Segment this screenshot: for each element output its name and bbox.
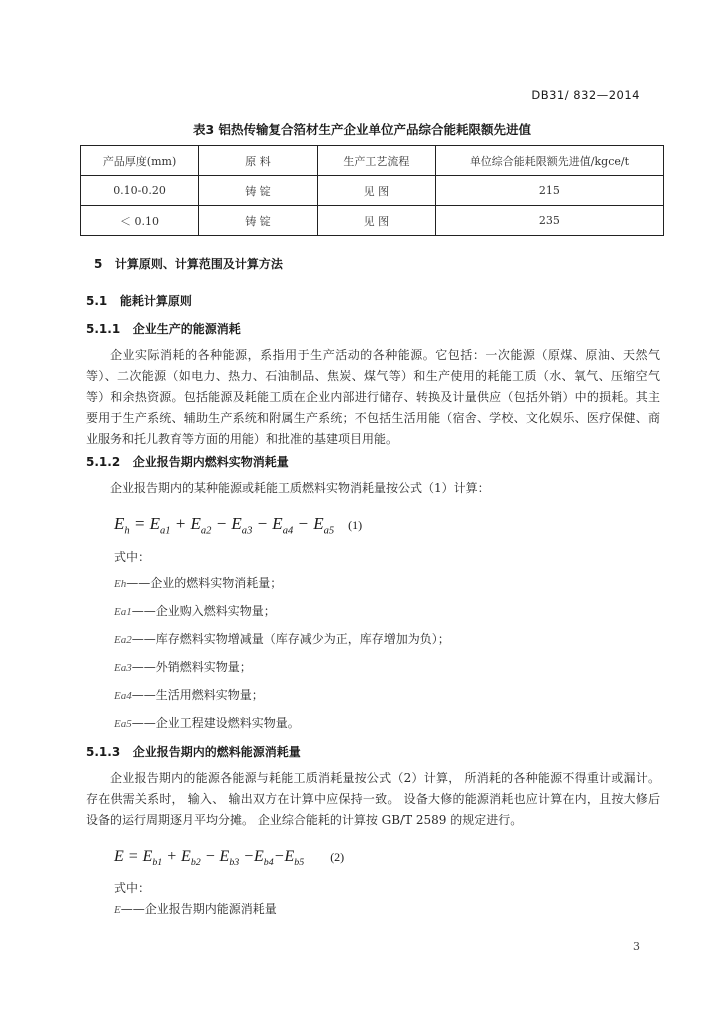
standard-code: DB31/ 832—2014	[531, 88, 640, 102]
table-cell: 铸 锭	[199, 206, 318, 236]
definition-symbol: Eh	[114, 578, 127, 590]
section-title: 企业报告期内燃料实物消耗量	[132, 455, 289, 469]
section-number: 5	[94, 257, 103, 271]
definition-text: ——外销燃料实物量；	[131, 660, 252, 674]
table-header-row	[81, 146, 664, 176]
section-heading-5-1-1	[86, 320, 241, 337]
definition-line	[114, 900, 277, 917]
where-label: 式中：	[114, 881, 151, 895]
formula-2-tag: (2)	[330, 850, 345, 864]
definition-line	[114, 658, 252, 675]
table-cell: 见 图	[317, 176, 435, 206]
definition-symbol: Ea5	[114, 718, 132, 730]
table-cell: 见 图	[317, 206, 435, 236]
definition-text: ——生活用燃料实物量；	[131, 688, 264, 702]
definition-symbol: Ea3	[114, 662, 132, 674]
table-header-cell: 原 料	[199, 146, 318, 176]
section-number: 5.1.3	[86, 745, 121, 759]
table-header-cell: 产品厚度(mm)	[81, 146, 199, 176]
definition-line	[114, 574, 282, 591]
definition-symbol: E	[114, 904, 121, 916]
definition-text: ——企业购入燃料实物量；	[131, 604, 276, 618]
formula-1-tag: (1)	[348, 518, 363, 532]
section-number: 5.1.1	[86, 322, 121, 336]
definition-line	[114, 714, 300, 731]
formula-1: $E_h = E_{a1} + E_{a2} - E_{a3} - E_{a4} - E_{a5}$ (1)	[114, 514, 363, 537]
definition-symbol: Ea4	[114, 690, 132, 702]
table-header-cell: 单位综合能耗限额先进值/kgce/t	[435, 146, 663, 176]
section-number: 5.1.2	[86, 455, 121, 469]
definition-symbol: Ea2	[114, 634, 132, 646]
section-title: 企业生产的能源消耗	[132, 322, 241, 336]
section-heading-5-1-2	[86, 453, 289, 470]
section-heading-5-1-3	[86, 743, 301, 760]
section-heading-5-1	[86, 292, 192, 309]
section-title: 能耗计算原则	[119, 294, 192, 308]
table-header-cell: 生产工艺流程	[317, 146, 435, 176]
section-title: 计算原则、计算范围及计算方法	[114, 257, 283, 271]
definition-text: ——库存燃料实物增减量（库存减少为正，库存增加为负）；	[131, 632, 450, 646]
formula-2: $E = E_{b1} + E_{b2} - E_{b3} -E_{b4}-E_{b5}$ (2)	[114, 848, 345, 869]
table-row	[81, 206, 664, 236]
definition-line	[114, 686, 264, 703]
paragraph-energy-calculation: 企业报告期内的能源各能源与耗能工质消耗量按公式（2）计算， 所消耗的各种能源不得重计或漏计。 存在供需关系时， 输入、 输出双方在计算中应保持一致。 设备大修的能源消耗也应计算在内，且按大修后设备的运行周期逐月平均分摊。 企业综合能耗的计算按 GB/T 2589 的规定进行。	[86, 771, 660, 827]
formula-1-intro: 企业报告期内的某种能源或耗能工质燃料实物消耗量按公式（1）计算：	[110, 481, 490, 495]
table-cell: 0.10-0.20	[81, 176, 199, 206]
definition-line	[114, 630, 450, 647]
definition-symbol: Ea1	[114, 606, 132, 618]
section-heading-5	[94, 255, 283, 272]
paragraph-energy-consumption: 企业实际消耗的各种能源，系指用于生产活动的各种能源。它包括：一次能源（原煤、原油、天然气等）、二次能源（如电力、热力、石油制品、焦炭、煤气等）和生产使用的耗能工质（水、氧气、压缩空气等）和余热资源。包括能源及耗能工质在企业内部进行储存、转换及计量供应（包括外销）中的损耗。其主要用于生产系统、辅助生产系统和附属生产系统；不包括生活用能（宿舍、学校、文化娱乐、医疗保健、商业服务和托儿教育等方面的用能）和批准的基建项目用能。	[86, 348, 660, 446]
definition-line	[114, 602, 276, 619]
table-cell: 235	[435, 206, 663, 236]
table-title: 表3 铝热传输复合箔材生产企业单位产品综合能耗限额先进值	[192, 122, 532, 137]
energy-quota-table	[80, 145, 664, 236]
table-row	[81, 176, 664, 206]
table-cell: 铸 锭	[199, 176, 318, 206]
page-number: 3	[633, 940, 640, 953]
definition-text: ——企业报告期内能源消耗量	[120, 902, 277, 916]
definition-text: ——企业的燃料实物消耗量；	[126, 576, 283, 590]
section-number: 5.1	[86, 294, 108, 308]
table-cell: ＜ 0.10	[81, 206, 199, 236]
where-label: 式中：	[114, 550, 151, 564]
section-title: 企业报告期内的燃料能源消耗量	[132, 745, 301, 759]
table-cell: 215	[435, 176, 663, 206]
definition-text: ——企业工程建设燃料实物量。	[131, 716, 300, 730]
